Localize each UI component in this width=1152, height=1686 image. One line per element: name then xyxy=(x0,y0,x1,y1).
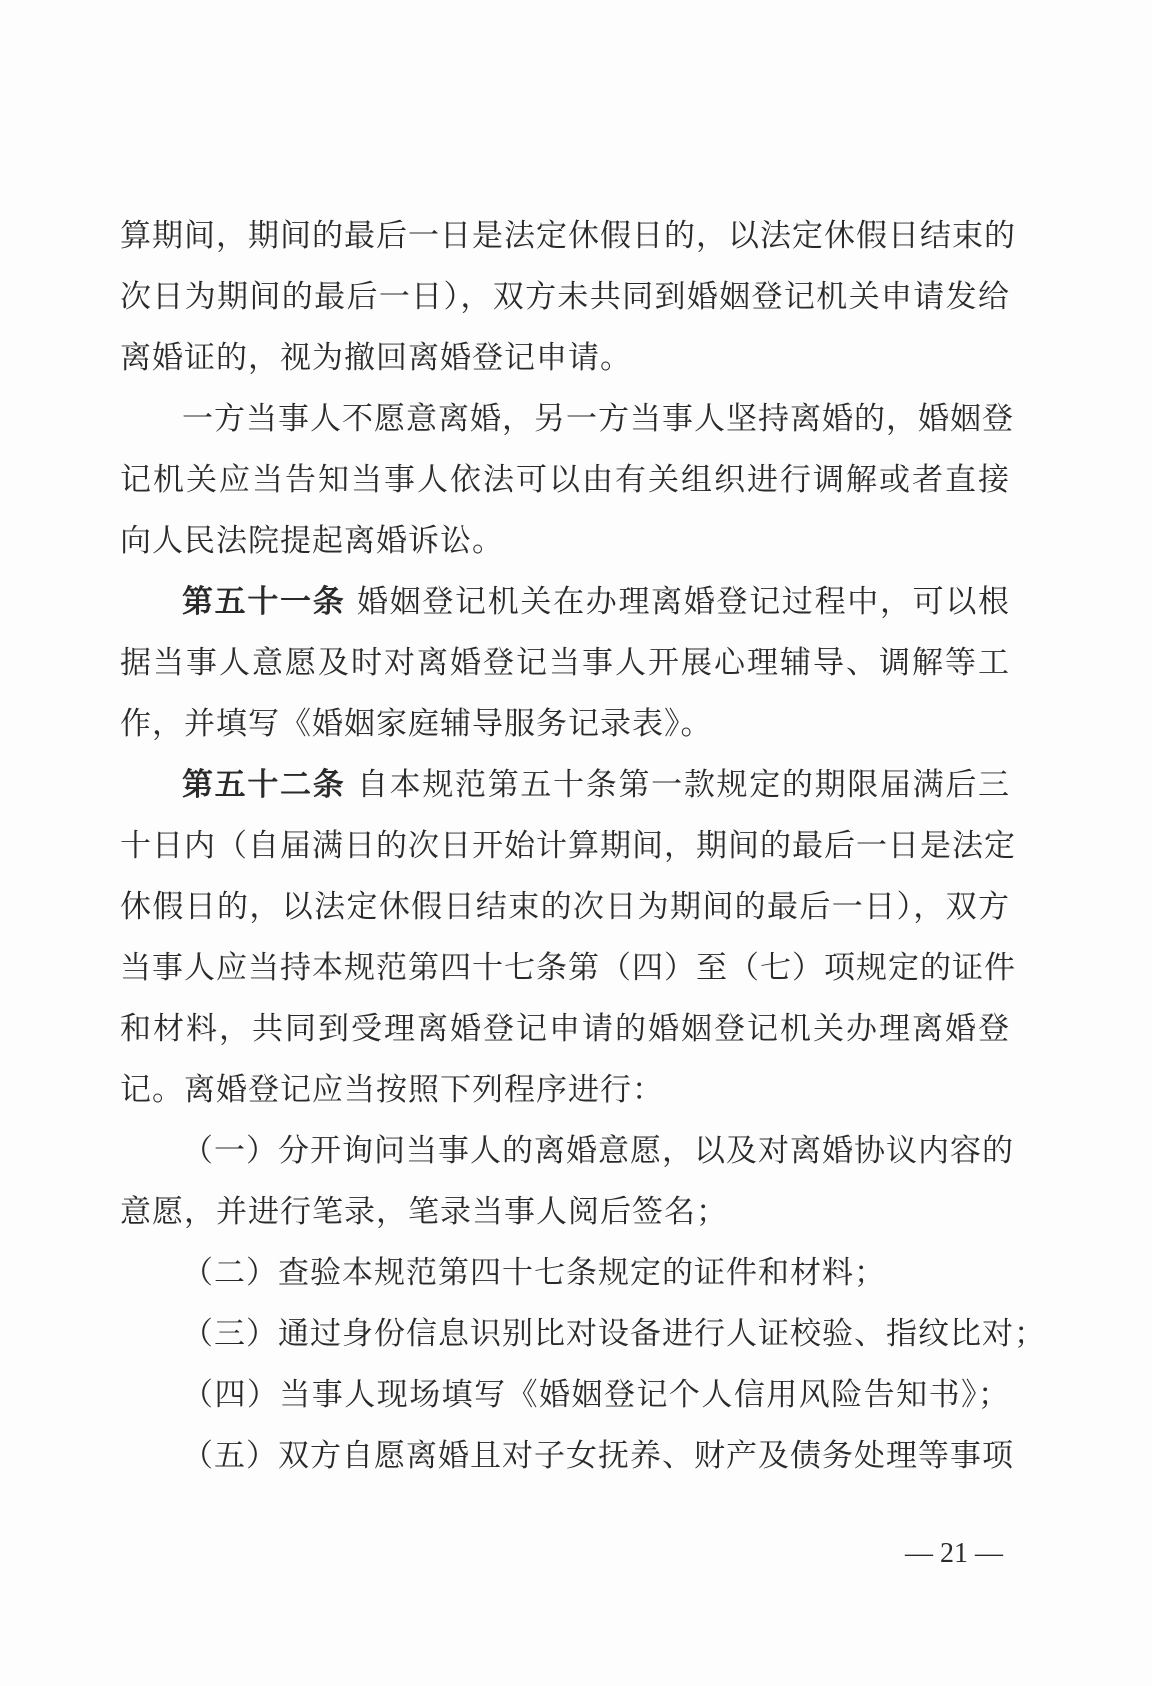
article-51-start: 第五十一条 婚姻登记机关在办理离婚登记过程中，可以根 xyxy=(182,584,1011,620)
list-item-3: （三）通过身份信息识别比对设备进行人证校验、指纹比对； xyxy=(182,1316,1046,1352)
body-text xyxy=(120,206,1046,1487)
article-heading: 第五十二条 xyxy=(182,767,346,803)
text-line: 和材料，共同到受理离婚登记申请的婚姻登记机关办理离婚登 xyxy=(120,1011,1010,1047)
text-line: 休假日的，以法定休假日结束的次日为期间的最后一日），双方 xyxy=(120,889,1010,925)
text-line: 向人民法院提起离婚诉讼。 xyxy=(120,523,504,559)
text-line: 记机关应当告知当事人依法可以由有关组织进行调解或者直接 xyxy=(120,462,1010,498)
text-line: 意愿，并进行笔录，笔录当事人阅后签名； xyxy=(120,1194,728,1230)
article-heading: 第五十一条 xyxy=(182,584,346,620)
paragraph-start: 一方当事人不愿意离婚，另一方当事人坚持离婚的，婚姻登 xyxy=(182,401,1014,437)
list-item-1: （一）分开询问当事人的离婚意愿，以及对离婚协议内容的 xyxy=(182,1133,1014,1169)
list-item-5: （五）双方自愿离婚且对子女抚养、财产及债务处理等事项 xyxy=(182,1438,1014,1474)
text-line: 十日内（自届满日的次日开始计算期间，期间的最后一日是法定 xyxy=(120,828,1016,864)
text-line: 当事人应当持本规范第四十七条第（四）至（七）项规定的证件 xyxy=(120,950,1016,986)
text-line: 据当事人意愿及时对离婚登记当事人开展心理辅导、调解等工 xyxy=(120,645,1010,681)
text-line: 次日为期间的最后一日），双方未共同到婚姻登记机关申请发给 xyxy=(120,279,1010,315)
page-number: — 21 — xyxy=(905,1538,1003,1569)
article-52-start: 第五十二条 自本规范第五十条第一款规定的期限届满后三 xyxy=(182,767,1011,803)
list-item-2: （二）查验本规范第四十七条规定的证件和材料； xyxy=(182,1255,886,1291)
text-line: 离婚证的，视为撤回离婚登记申请。 xyxy=(120,340,632,376)
text-line: 记。离婚登记应当按照下列程序进行： xyxy=(120,1072,664,1108)
list-item-4: （四）当事人现场填写《婚姻登记个人信用风险告知书》； xyxy=(182,1377,1010,1413)
text-line: 算期间，期间的最后一日是法定休假日的，以法定休假日结束的 xyxy=(120,218,1016,254)
text-line: 作，并填写《婚姻家庭辅导服务记录表》。 xyxy=(120,706,713,742)
